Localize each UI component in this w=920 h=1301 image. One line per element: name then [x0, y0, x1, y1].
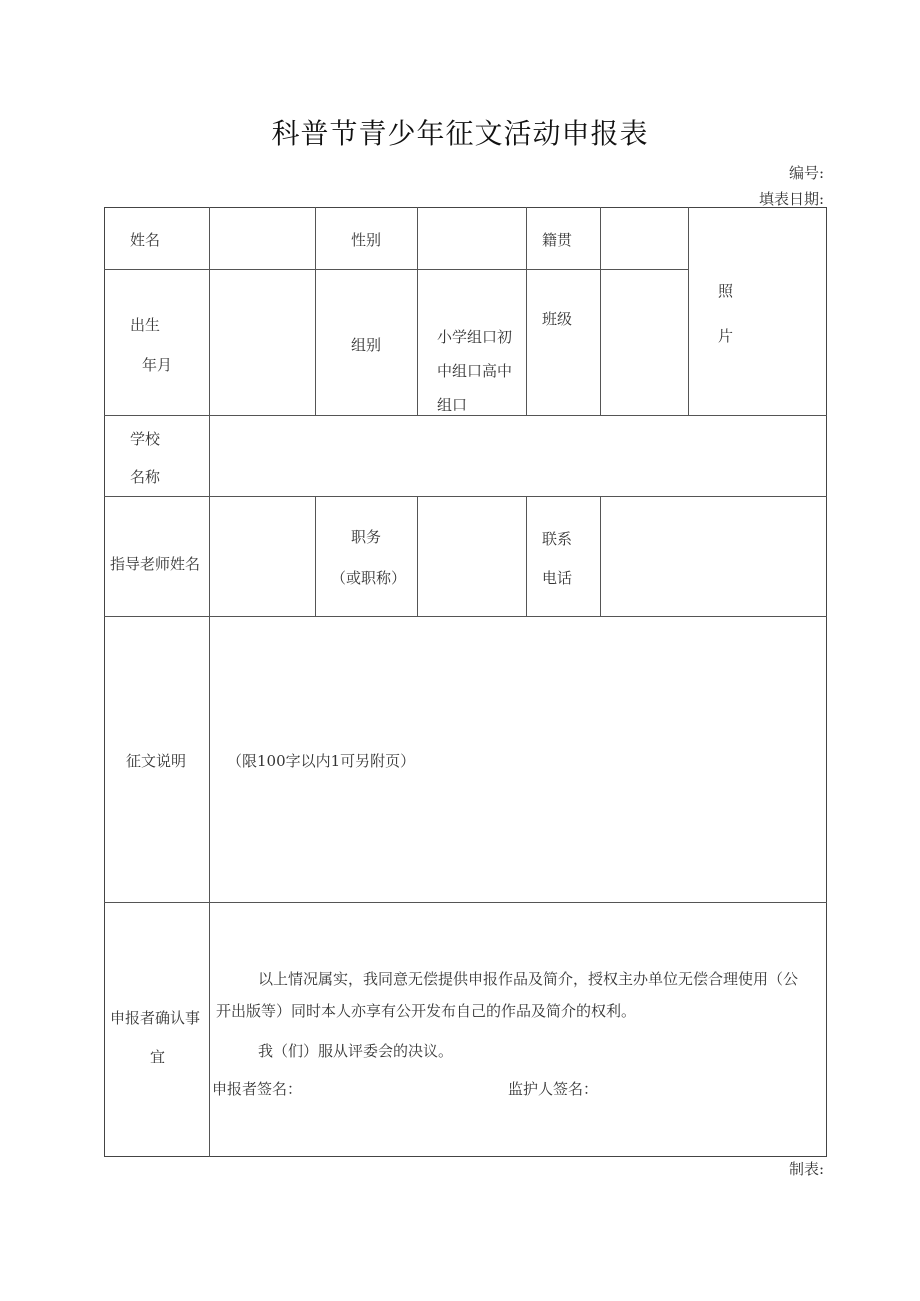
row-divider	[104, 415, 827, 416]
essay-word-limit-hint: （限100字以内1可另附页）	[227, 752, 416, 770]
col-divider	[315, 496, 316, 616]
confirmation-label-line1: 申报者确认事	[110, 1009, 201, 1027]
group-label: 组别	[351, 336, 382, 354]
applicant-signature-label: 申报者签名：	[212, 1080, 303, 1098]
row-divider	[104, 902, 827, 903]
essay-description-label: 征文说明	[126, 752, 187, 770]
school-name-label-line1: 学校	[130, 430, 161, 448]
class-label: 班级	[542, 310, 573, 328]
birth-date-label-line2: 年月	[142, 356, 173, 374]
name-label: 姓名	[130, 231, 161, 249]
fill-date-label: 填表日期:	[758, 190, 824, 208]
birth-date-label-line1: 出生	[130, 316, 161, 334]
col-divider	[688, 207, 689, 416]
statement-line2: 开出版等）同时本人亦享有公开发布自己的作品及简介的权利。	[216, 1002, 637, 1020]
teacher-name-label: 指导老师姓名	[110, 555, 201, 573]
serial-number-label: 编号:	[788, 164, 824, 182]
native-place-label: 籍贯	[542, 231, 573, 249]
photo-label-line2: 片	[718, 327, 734, 345]
gender-label: 性别	[351, 231, 382, 249]
confirmation-label-line2: 宜	[150, 1048, 166, 1066]
statement-line3: 我（们）服从评委会的决议。	[258, 1042, 454, 1060]
photo-label-line1: 照	[718, 282, 734, 300]
guardian-signature-label: 监护人签名：	[508, 1080, 599, 1098]
row-divider	[104, 269, 689, 270]
col-divider	[600, 496, 601, 616]
page-title: 科普节青少年征文活动申报表	[271, 117, 649, 150]
school-name-label-line2: 名称	[130, 468, 161, 486]
group-options-line2: 中组口高中	[437, 362, 513, 380]
phone-label-line2: 电话	[542, 569, 573, 587]
col-divider	[417, 496, 418, 616]
col-divider	[526, 496, 527, 616]
group-options-line1: 小学组口初	[437, 328, 513, 346]
row-divider	[104, 496, 827, 497]
form-maker-label: 制表:	[788, 1160, 824, 1178]
position-label-line2: （或职称）	[331, 569, 407, 587]
col-divider	[209, 207, 210, 1157]
col-divider	[600, 207, 601, 416]
col-divider	[526, 207, 527, 416]
group-options-line3: 组口	[437, 396, 468, 414]
phone-label-line1: 联系	[542, 530, 573, 548]
row-divider	[104, 616, 827, 617]
statement-line1: 以上情况属实，我同意无偿提供申报作品及简介，授权主办单位无偿合理使用（公	[258, 970, 799, 988]
col-divider	[315, 207, 316, 416]
col-divider	[417, 207, 418, 416]
position-label-line1: 职务	[351, 528, 382, 546]
